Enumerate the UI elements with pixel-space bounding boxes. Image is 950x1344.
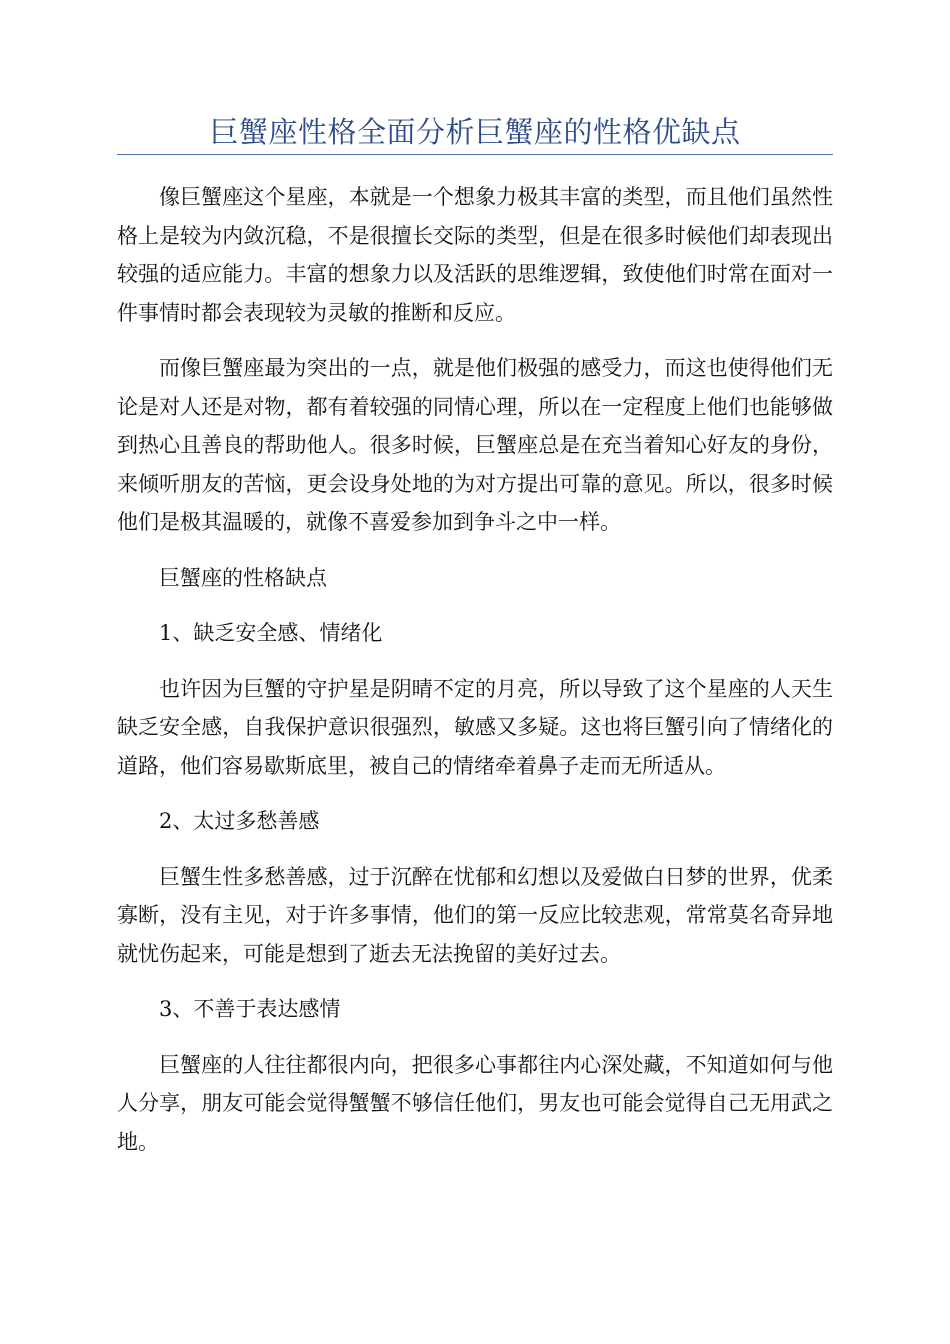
paragraph-weakness-2: 巨蟹生性多愁善感，过于沉醉在忧郁和幻想以及爱做白日梦的世界，优柔寡断，没有主见，对于许多事情，他们的第一反应比较悲观，常常莫名奇异地就忧伤起来，可能是想到了逝去无法挽留的美好过去。: [117, 864, 833, 966]
page-title: 巨蟹座性格全面分析巨蟹座的性格优缺点: [209, 115, 741, 149]
paragraph-weakness-1: 也许因为巨蟹的守护星是阴晴不定的月亮，所以导致了这个星座的人天生缺乏安全感，自我保护意识很强烈，敏感又多疑。这也将巨蟹引向了情绪化的道路，他们容易歇斯底里，被自己的情绪牵着鼻子走而无所适从。: [117, 676, 833, 778]
document-body: [117, 178, 833, 1178]
paragraph-empathy: 而像巨蟹座最为突出的一点，就是他们极强的感受力，而这也使得他们无论是对人还是对物，都有着较强的同情心理，所以在一定程度上他们也能够做到热心且善良的帮助他人。很多时候，巨蟹座总是在充当着知心好友的身份，来倾听朋友的苦恼，更会设身处地的为对方提出可靠的意见。所以，很多时候他们是极其温暖的，就像不喜爱参加到争斗之中一样。: [117, 356, 833, 534]
title-underline: [117, 154, 833, 155]
subheading-weakness-3: 3、不善于表达感情: [159, 997, 341, 1021]
paragraph-intro: 像巨蟹座这个星座，本就是一个想象力极其丰富的类型，而且他们虽然性格上是较为内敛沉稳，不是很擅长交际的类型，但是在很多时候他们却表现出较强的适应能力。丰富的想象力以及活跃的思维逻辑，致使他们时常在面对一件事情时都会表现较为灵敏的推断和反应。: [117, 185, 833, 325]
subheading-weakness-1: 1、缺乏安全感、情绪化: [159, 621, 383, 645]
section-heading-weaknesses: 巨蟹座的性格缺点: [159, 565, 327, 590]
paragraph-weakness-3: 巨蟹座的人往往都很内向，把很多心事都往内心深处藏，不知道如何与他人分享，朋友可能会觉得蟹蟹不够信任他们，男友也可能会觉得自己无用武之地。: [117, 1052, 833, 1154]
subheading-weakness-2: 2、太过多愁善感: [159, 809, 320, 833]
